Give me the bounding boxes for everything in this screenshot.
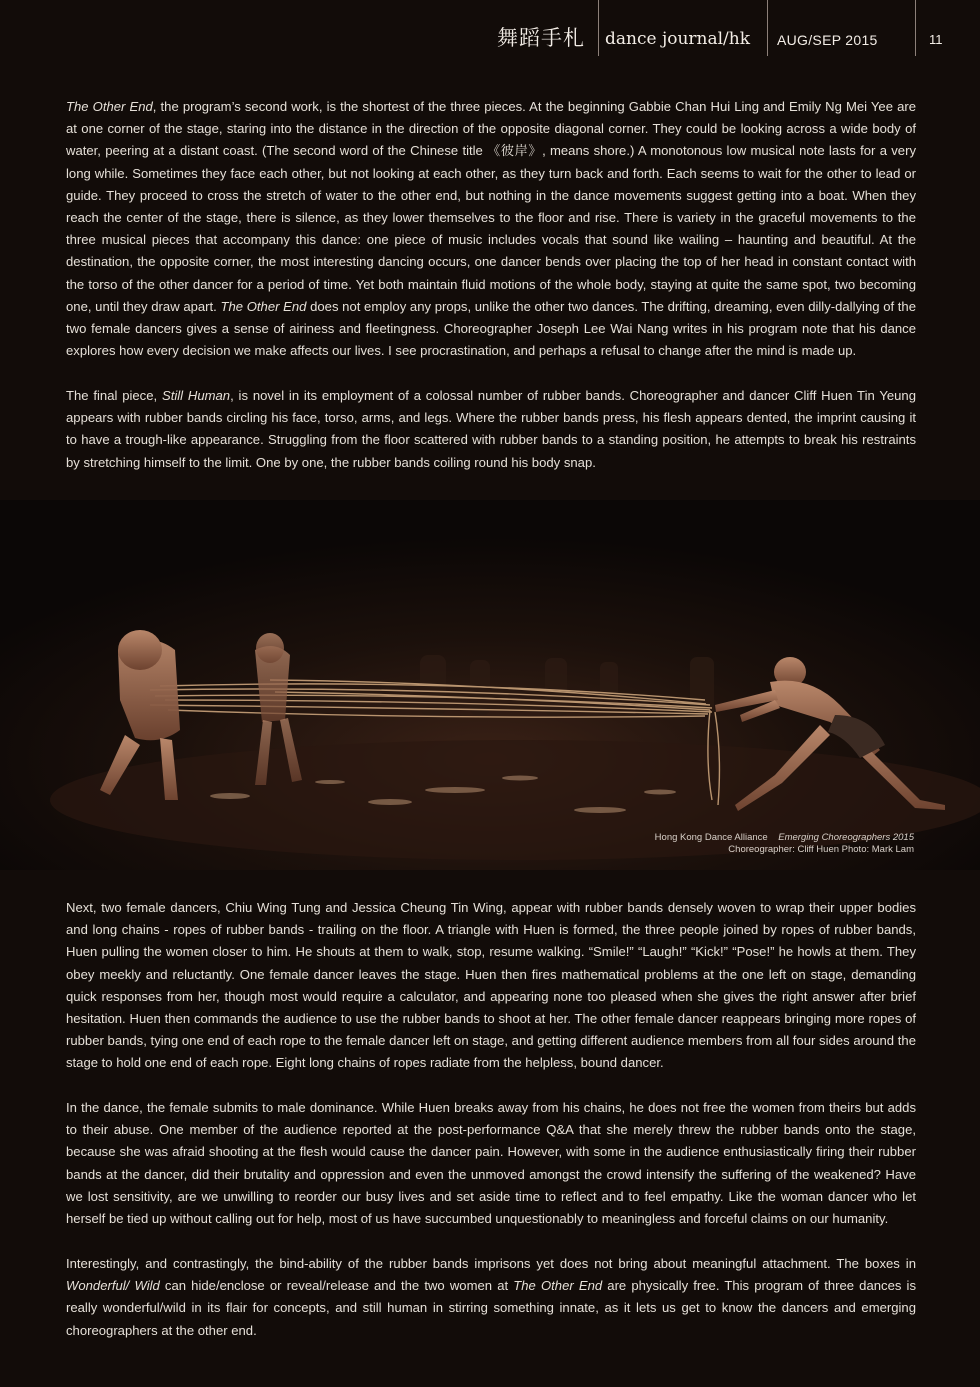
issue-date: AUG/SEP 2015 — [777, 32, 878, 48]
page-number: 11 — [929, 32, 943, 47]
paragraph-4 — [66, 1097, 916, 1230]
photo-caption — [655, 832, 914, 856]
paragraph-text: The final piece, — [66, 388, 162, 403]
paragraph-text: are physically free. This program of three dances is really wonderful/wild in its flair for concepts, and still human in stirring something innate, as it lets us get to know the dancers and emerging choreographers at the other end. — [66, 1278, 916, 1338]
performance-photo — [0, 500, 980, 870]
work-title: Wonderful/ Wild — [66, 1278, 160, 1294]
paragraph-5 — [66, 1253, 916, 1342]
paragraph-text: can hide/enclose or reveal/release and the two women at — [159, 1278, 514, 1294]
stage-scene — [0, 500, 980, 870]
logo-english: dance journal/hk — [605, 29, 751, 49]
work-title: The Other End — [513, 1278, 603, 1294]
header-divider — [915, 0, 916, 56]
paragraph-text: Next, two female dancers, Chiu Wing Tung and Jessica Cheung Tin Wing, appear with rubber bands densely woven to wrap their upper bodies and long chains - ropes of rubber bands - trailing on the floor. A triangle with Huen is formed, the three people joined by ropes of rubber bands, Huen pulling the women closer to him. He shouts at them to walk, stop, resume walking. “Smile!” “Laugh!” “Kick!” “Pose!” he howls at them. They obey meekly and reluctantly. One female dancer leaves the stage. Huen then fires mathematical problems at the one left on stage, demanding quick responses from her, though most would require a calculator, and appearing none too pleased when she gives the right answer after brief hesitation. Huen then commands the audience to use the rubber bands to shoot at her. The other female dancer reappears bringing more ropes of rubber bands, tying one end of each rope to the female dancer left on stage, and getting different audience members from all four sides around the stage to hold one end of each rope. Eight long chains of ropes radiate from the helpless, bound dancer. — [66, 900, 916, 1071]
logo-chinese: 舞蹈手札 — [497, 26, 585, 50]
caption-event: Emerging Choreographers 2015 — [778, 832, 914, 843]
work-title: The Other End — [220, 298, 307, 314]
paragraph-text: , is novel in its employment of a colossal number of rubber bands. Choreographer and dancer Cliff Huen Tin Yeung appears with rubber bands circling his face, torso, arms, and legs. Where the rubber bands press, his flesh appears dented, the imprint causing it to have a trough-like appearance. Struggling from the floor scattered with rubber bands to a standing position, he attempts to break his restraints by stretching himself to the limit. One by one, the rubber bands coiling round his body snap. — [66, 388, 916, 470]
caption-credit: Choreographer: Cliff Huen Photo: Mark Lam — [728, 844, 914, 855]
caption-org: Hong Kong Dance Alliance — [654, 832, 768, 843]
paragraph-text: , the program’s second work, is the shortest of the three pieces. At the beginning Gabbie Chan Hui Ling and Emily Ng Mei Yee are at one corner of the stage, staring into the distance in the direction of the opposite diagonal corner. They could be looking across a wide body of water, peering at a distant coast. (The second word of the Chinese title 《彼岸》, means shore.) A monotonous low musical note lasts for a very long while. Sometimes they face each other, but not looking at each other, as they turn back and forth. Each seems to wait for the other to lead or guide. They proceed to cross the stretch of water to the other end, but nothing in the dance movements suggest getting into a boat. When they reach the center of the stage, there is silence, as they lower themselves to the floor and rise. There is variety in the graceful movements to the three musical pieces that accompany this dance: one piece of music includes vocals that sound like wailing – haunting and beautiful. At the destination, the opposite corner, the most interesting dancing occurs, one dancer bends over placing the top of her head in constant contact with the torso of the other dancer for a period of time. Yet both maintain fluid motions of the whole body, staying at quite the same spot, two becoming one, until they draw apart. — [66, 99, 917, 314]
page-header — [0, 0, 980, 60]
paragraph-text: In the dance, the female submits to male dominance. While Huen breaks away from his chains, he does not free the women from theirs but adds to their abuse. One member of the audience reported at the post-performance Q&A that she merely threw the rubber bands onto the stage, because she was afraid shooting at the flesh would cause the dancer pain. However, with some in the audience enthusiastically firing their rubber bands at the dancer, did their brutality and oppression and even the unmoved amongst the crowd intensify the suffering of the weakened? Have we lost sensitivity, are we unwilling to reorder our busy lives and set aside time to reflect and to feel empathy. Like the woman dancer who let herself be tied up without calling out for help, most of us have succumbed unquestionably to meaningless and forceful claims on our humanity. — [66, 1100, 916, 1227]
work-title: The Other End — [66, 99, 153, 114]
paragraph-text: Interestingly, and contrastingly, the bind-ability of the rubber bands imprisons yet does not bring about meaningful attachment. The boxes in — [66, 1256, 916, 1271]
header-divider — [598, 0, 599, 56]
paragraph-1 — [66, 96, 916, 362]
paragraph-text: does not employ any props, unlike the other two dances. The drifting, dreaming, even dilly-dallying of the two female dancers gives a sense of airiness and fleetingness. Choreographer Joseph Lee Wai Nang writes in his program note that his dance explores how every decision we make affects our lives. I see procrastination, and perhaps a refusal to change after the mind is made up. — [66, 298, 916, 359]
work-title: Still Human — [161, 388, 231, 403]
header-divider — [767, 0, 768, 56]
paragraph-3 — [66, 897, 916, 1075]
paragraph-2 — [66, 385, 916, 474]
